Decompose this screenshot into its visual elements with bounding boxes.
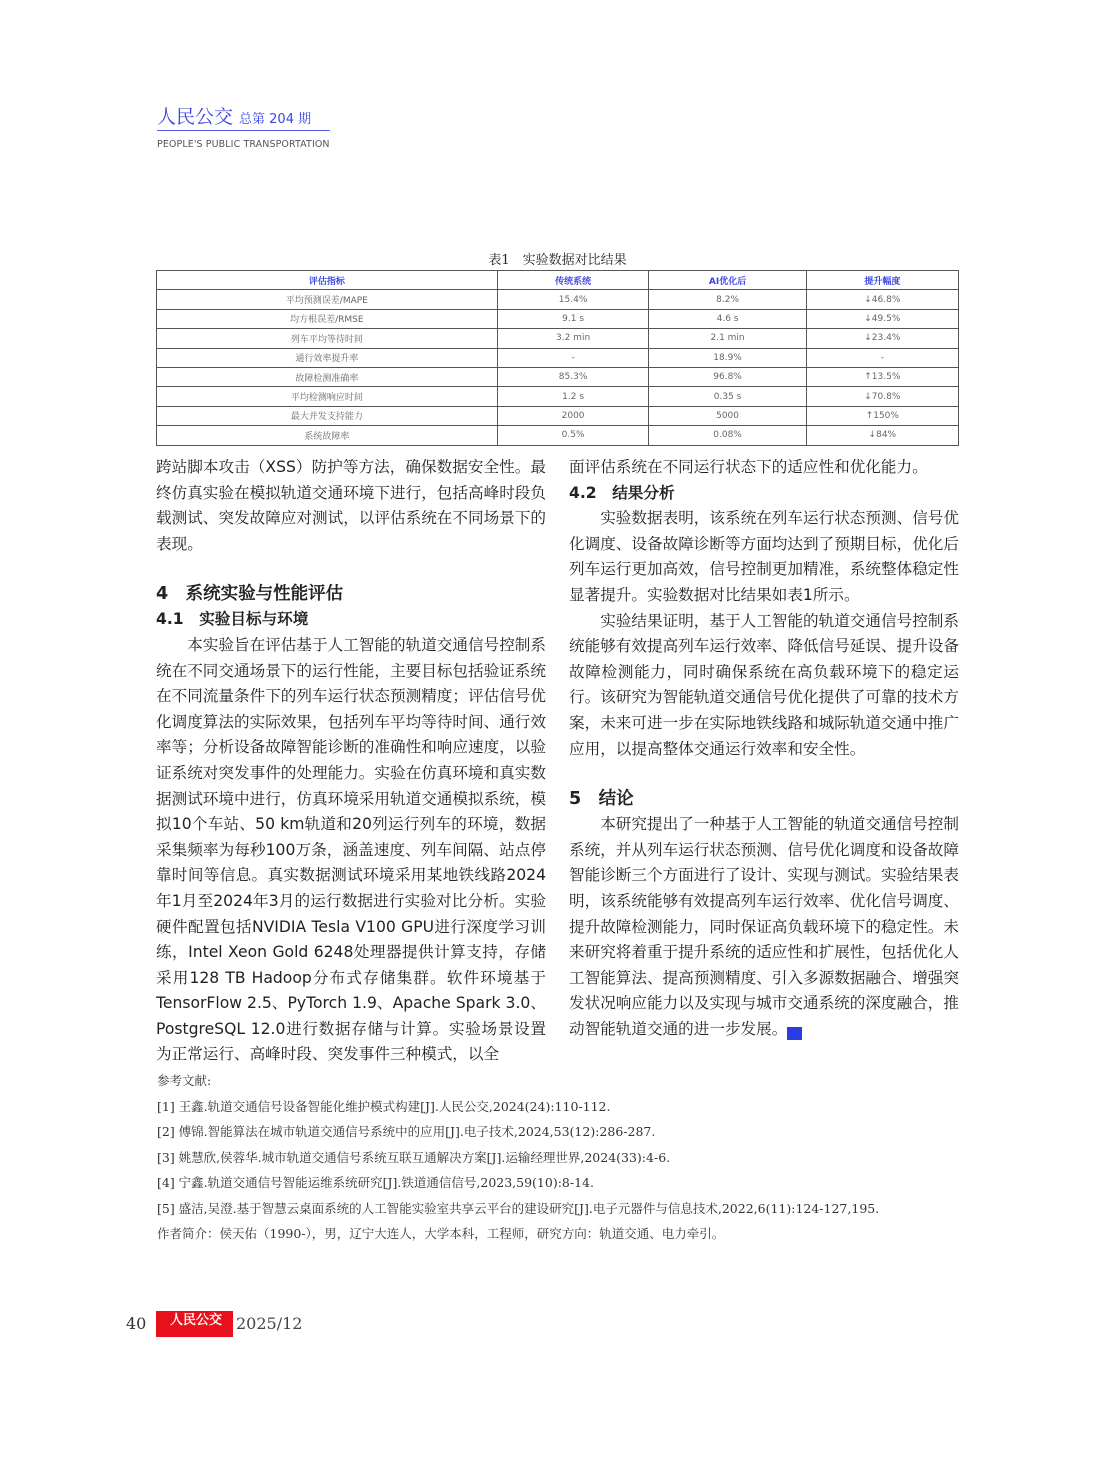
column-header: 评估指标 — [157, 271, 498, 290]
journal-name: 人民公交 — [157, 106, 234, 128]
table-cell: ↑150% — [806, 406, 958, 425]
table-cell: 96.8% — [649, 367, 806, 386]
journal-logo — [156, 1311, 233, 1337]
table-cell: ↑13.5% — [806, 367, 958, 386]
end-of-article-icon: I◀ — [787, 1027, 802, 1040]
table-cell: 3.2 min — [497, 329, 649, 348]
table-cell: 85.3% — [497, 367, 649, 386]
left-column — [156, 455, 546, 1068]
table-cell: ↓84% — [806, 426, 958, 445]
table-row — [157, 367, 959, 386]
references — [157, 1068, 962, 1247]
table-cell: 18.9% — [649, 348, 806, 367]
reference-item: [1] 王鑫.轨道交通信号设备智能化维护模式构建[J].人民公交,2024(24):110-112. — [157, 1098, 611, 1114]
table-cell: 9.1 s — [497, 309, 649, 328]
table-row — [157, 309, 959, 328]
table-cell: ↓46.8% — [806, 290, 958, 309]
table-row — [157, 406, 959, 425]
table-cell: 0.35 s — [649, 387, 806, 406]
table-cell: - — [497, 348, 649, 367]
section-heading-4: 4 系统实验与性能评估 — [156, 584, 344, 605]
page-number: 40 — [126, 1314, 147, 1333]
subsection-heading-4-2: 4.2 结果分析 — [569, 483, 675, 502]
table-cell: ↓70.8% — [806, 387, 958, 406]
table-cell: 系统故障率 — [157, 426, 498, 445]
table-cell: 均方根误差/RMSE — [157, 309, 498, 328]
table-cell: 列车平均等待时间 — [157, 329, 498, 348]
table-row — [157, 426, 959, 445]
table-cell: 0.08% — [649, 426, 806, 445]
table-cell: 通行效率提升率 — [157, 348, 498, 367]
paragraph — [569, 812, 959, 1042]
column-header: 提升幅度 — [806, 271, 958, 290]
reference-list — [157, 1094, 962, 1222]
table-cell: ↓23.4% — [806, 329, 958, 348]
references-title: 参考文献: — [157, 1073, 212, 1088]
reference-item: [3] 姚慧欣,侯蓉华.城市轨道交通信号系统互联互通解决方案[J].运输经理世界,2024(33):4-6. — [157, 1149, 671, 1165]
conclusion-text: 本研究提出了一种基于人工智能的轨道交通信号控制系统，并从列车运行状态预测、信号优化调度和设备故障智能诊断三个方面进行了设计、实现与测试。实验结果表明，该系统能够有效提高列车运行效率、优化信号调度、提升故障检测能力，同时保证高负载环境下的稳定性。未来研究将着重于提升系统的适应性和扩展性，包括优化人工智能算法、提高预测精度、引入多源数据融合、增强突发状况响应能力以及实现与城市交通系统的深度融合，推动智能轨道交通的进一步发展。 — [569, 815, 959, 1038]
table-cell: 1.2 s — [497, 387, 649, 406]
reference-item: [5] 盛洁,吴澄.基于智慧云桌面系统的人工智能实验室共享云平台的建设研究[J].电子元器件与信息技术,2022,6(11):124-127,195. — [157, 1200, 880, 1216]
table-cell: 最大并发支持能力 — [157, 406, 498, 425]
table-row — [157, 329, 959, 348]
paragraph: 面评估系统在不同运行状态下的适应性和优化能力。 — [569, 458, 928, 476]
journal-english-name: PEOPLE'S PUBLIC TRANSPORTATION — [157, 139, 330, 150]
header-divider — [157, 130, 330, 131]
table-row — [157, 348, 959, 367]
results-table — [156, 270, 959, 446]
paragraph: 实验结果证明，基于人工智能的轨道交通信号控制系统能够有效提高列车运行效率、降低信号延误、提升设备故障检测能力，同时确保系统在高负载环境下的稳定运行。该研究为智能轨道交通信号优化提供了可靠的技术方案，未来可进一步在实际地铁线路和城际轨道交通中推广应用，以提高整体交通运行效率和安全性。 — [569, 611, 959, 758]
paragraph: 本实验旨在评估基于人工智能的轨道交通信号控制系统在不同交通场景下的运行性能，主要目标包括验证系统在不同流量条件下的列车运行状态预测精度；评估信号优化调度算法的实际效果，包括列车平均等待时间、通行效率等；分析设备故障智能诊断的准确性和响应速度，以验证系统对突发事件的处理能力。实验在仿真环境和真实数据测试环境中进行，仿真环境采用轨道交通模拟系统，模拟10个车站、50 km轨道和20列运行列车的环境，数据采集频率为每秒100万条，涵盖速度、列车间隔、站点停靠时间等信息。真实数据测试环境采用某地铁线路2024年1月至2024年3月的运行数据进行实验对比分析。实验硬件配置包括NVIDIA Tesla V100 GPU进行深度学习训练，Intel Xeon Gold 6248处理器提供计算支持，存储采用128 TB Hadoop分布式存储集群。软件环境基于TensorFlow 2.5、PyTorch 1.9、Apache Spark 3.0、PostgreSQL 12.0进行数据存储与计算。实验场景设置为正常运行、高峰时段、突发事件三种模式，以全 — [156, 635, 546, 1064]
section-heading-5: 5 结论 — [569, 789, 634, 810]
table-caption: 表1 实验数据对比结果 — [488, 253, 627, 268]
table-cell: 2000 — [497, 406, 649, 425]
table-body — [157, 290, 959, 445]
reference-item: [4] 宁鑫.轨道交通信号智能运维系统研究[J].铁道通信信号,2023,59(10):8-14. — [157, 1175, 594, 1190]
issue-number: 总第 204 期 — [239, 112, 312, 127]
table-cell: 5000 — [649, 406, 806, 425]
column-header: 传统系统 — [497, 271, 649, 290]
table-cell: - — [806, 348, 958, 367]
table-cell: 平均预测误差/MAPE — [157, 290, 498, 309]
reference-item: [2] 傅锦.智能算法在城市轨道交通信号系统中的应用[J].电子技术,2024,53(12):286-287. — [157, 1124, 656, 1139]
author-bio: 作者简介：侯天佑（1990-），男，辽宁大连人，大学本科，工程师，研究方向：轨道交通、电力牵引。 — [157, 1226, 725, 1241]
logo-text: 人民公交 — [169, 1313, 222, 1328]
table-header-row — [157, 271, 959, 290]
paragraph: 实验数据表明，该系统在列车运行状态预测、信号优化调度、设备故障诊断等方面均达到了预期目标，优化后列车运行更加高效，信号控制更加精准，系统整体稳定性显著提升。实验数据对比结果如表1所示。 — [569, 509, 959, 604]
right-column — [569, 455, 959, 1042]
column-header: AI优化后 — [649, 271, 806, 290]
table-cell: 2.1 min — [649, 329, 806, 348]
table-cell: ↓49.5% — [806, 309, 958, 328]
table-row — [157, 387, 959, 406]
paragraph: 跨站脚本攻击（XSS）防护等方法，确保数据安全性。最终仿真实验在模拟轨道交通环境下进行，包括高峰时段负载测试、突发故障应对测试，以评估系统在不同场景下的表现。 — [156, 458, 546, 553]
table-cell: 4.6 s — [649, 309, 806, 328]
table-cell: 8.2% — [649, 290, 806, 309]
table-cell: 平均检测响应时间 — [157, 387, 498, 406]
journal-brand — [157, 102, 311, 129]
table-cell: 故障检测准确率 — [157, 367, 498, 386]
issue-date: 2025/12 — [236, 1314, 303, 1333]
subsection-heading-4-1: 4.1 实验目标与环境 — [156, 610, 309, 629]
table-cell: 15.4% — [497, 290, 649, 309]
table-row — [157, 290, 959, 309]
table-cell: 0.5% — [497, 426, 649, 445]
